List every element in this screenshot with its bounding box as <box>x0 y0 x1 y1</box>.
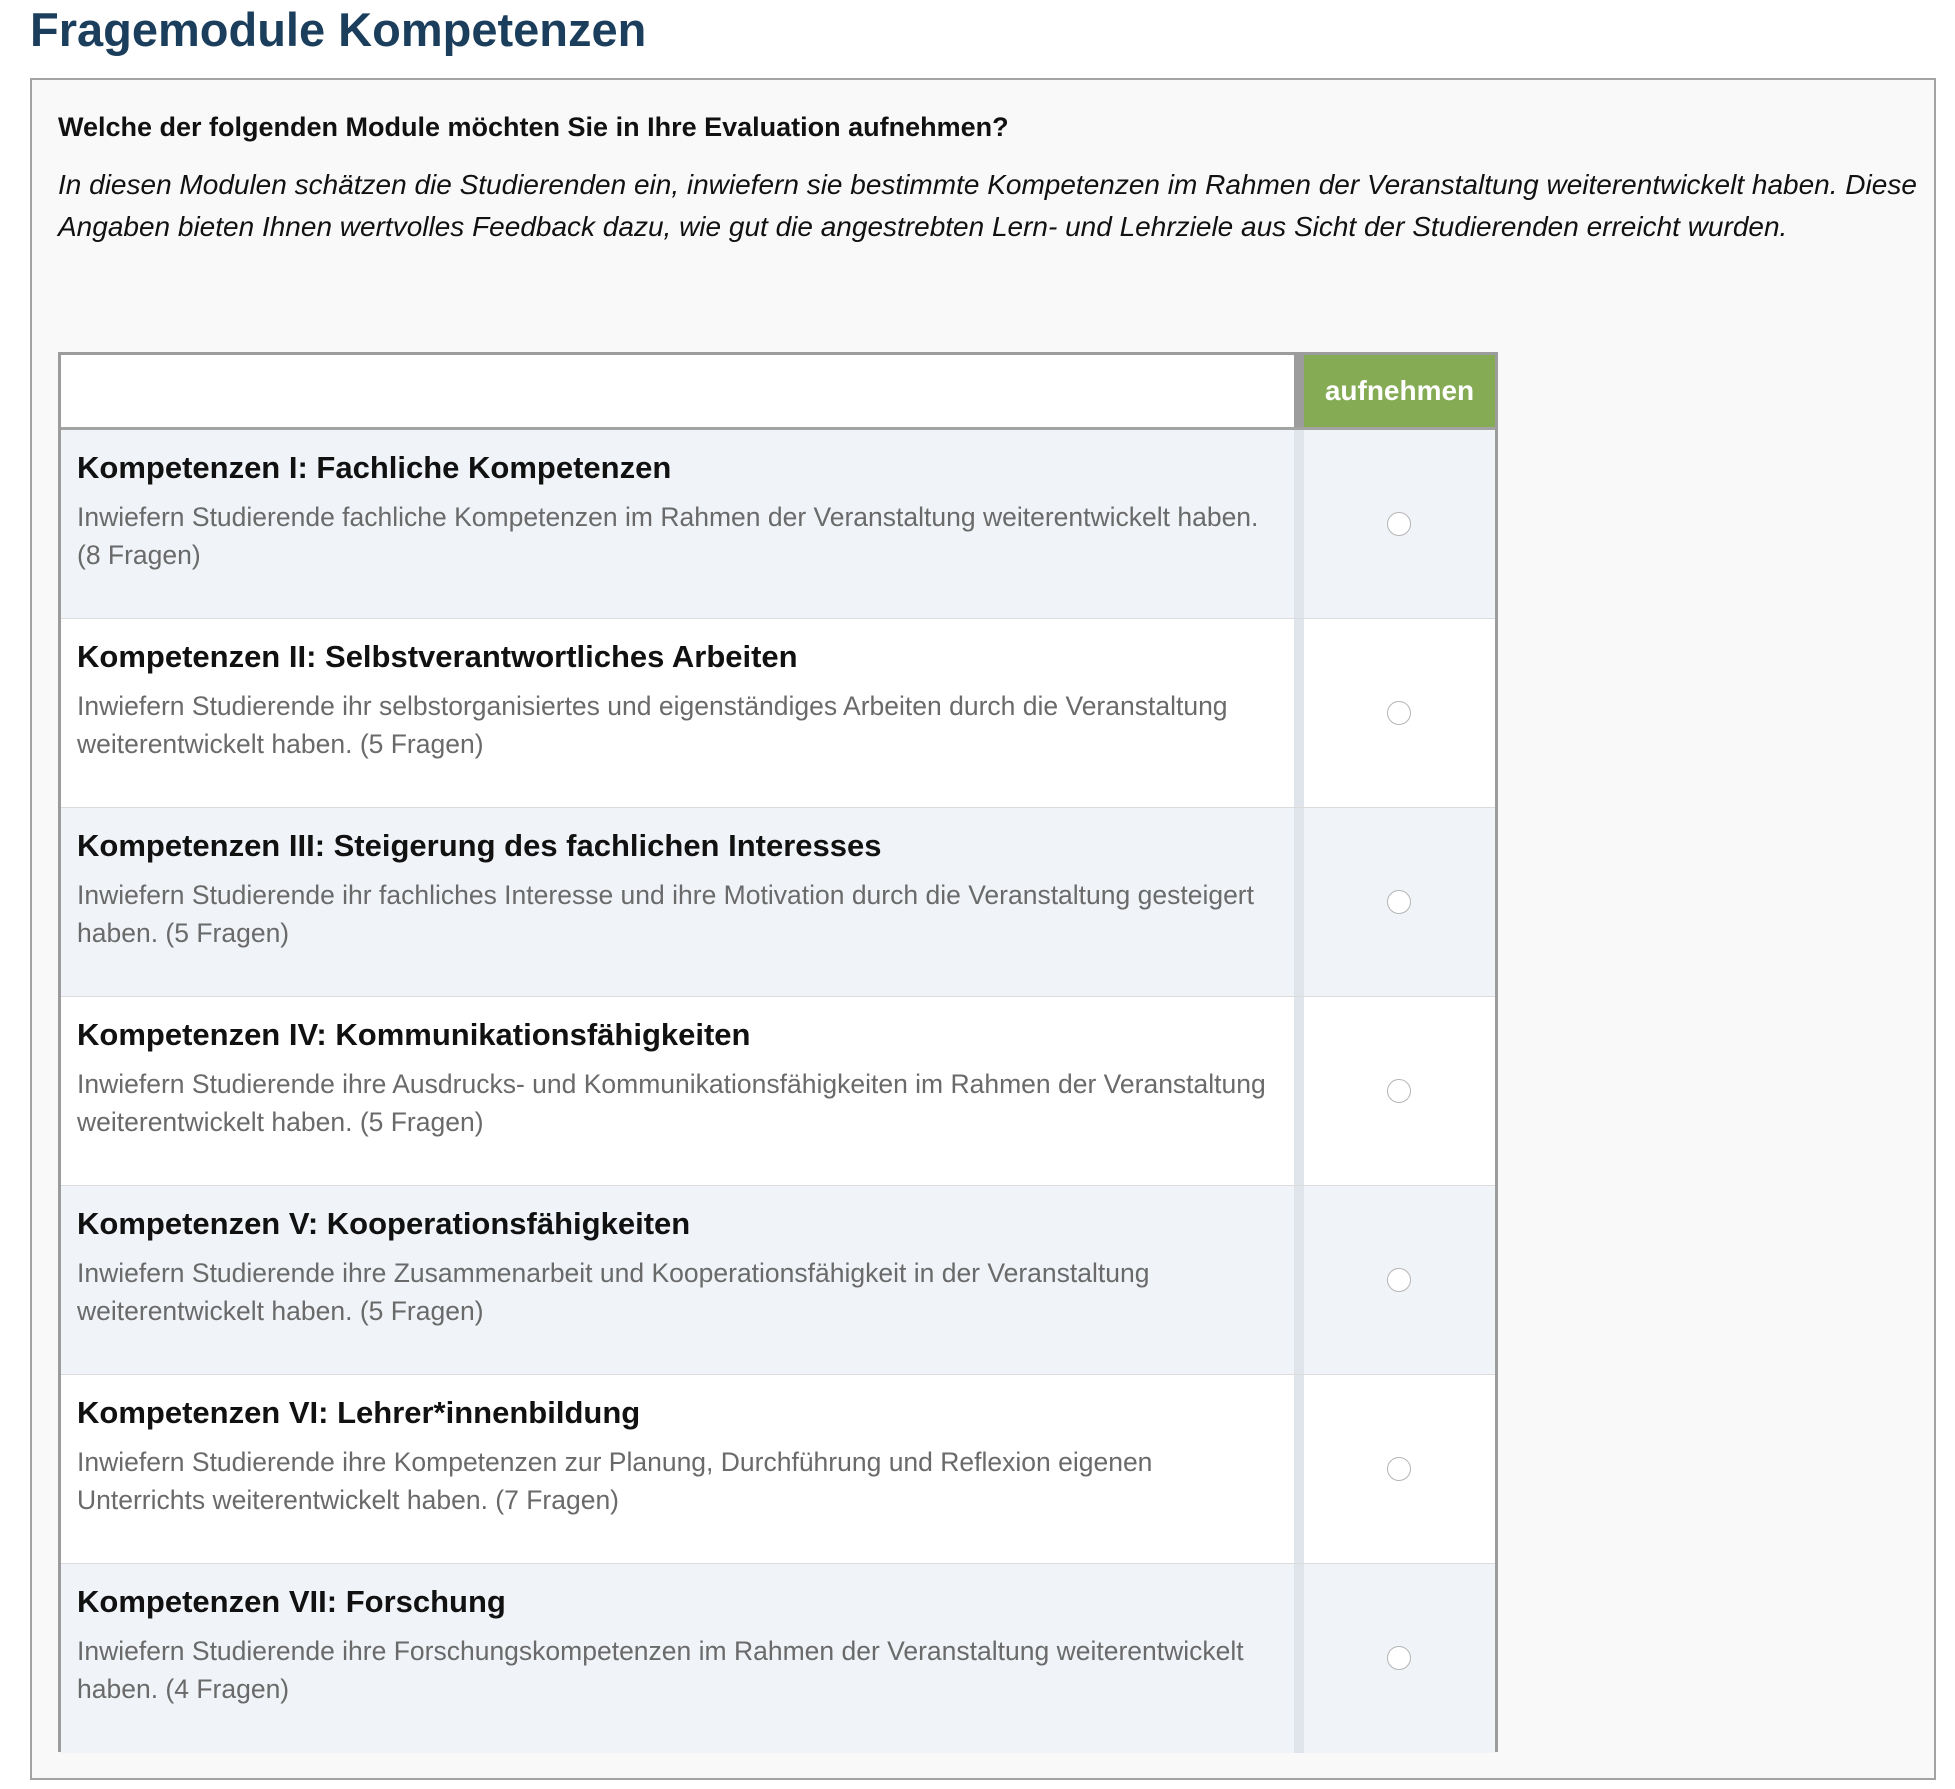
module-description: Inwiefern Studierende ihre Kompetenzen zur Planung, Durchführung und Reflexion eigenen Unterrichts weiterentwickelt haben. (7 Fragen) <box>77 1447 1153 1515</box>
module-description: Inwiefern Studierende ihr fachliches Interesse und ihre Motivation durch die Veranstaltung gesteigert haben. (5 Fragen) <box>77 880 1254 948</box>
module-row-2 <box>61 619 1495 808</box>
module-description: Inwiefern Studierende ihre Ausdrucks- und Kommunikationsfähigkeiten im Rahmen der Veranstaltung weiterentwickelt haben. (5 Fragen) <box>77 1069 1266 1137</box>
include-radio[interactable] <box>1387 890 1411 914</box>
include-radio[interactable] <box>1387 1646 1411 1670</box>
module-description: Inwiefern Studierende ihr selbstorganisiertes und eigenständiges Arbeiten durch die Veranstaltung weiterentwickelt haben. (5 Fragen) <box>77 691 1228 759</box>
row-divider <box>1294 808 1304 996</box>
module-title: Kompetenzen II: Selbstverantwortliches Arbeiten <box>77 639 798 674</box>
row-divider <box>1294 1186 1304 1374</box>
include-radio[interactable] <box>1387 1457 1411 1481</box>
module-title: Kompetenzen VII: Forschung <box>77 1584 506 1619</box>
question-text: Welche der folgenden Module möchten Sie in Ihre Evaluation aufnehmen? <box>58 112 1009 142</box>
column-header-aufnehmen: aufnehmen <box>1304 355 1495 427</box>
include-radio[interactable] <box>1387 1079 1411 1103</box>
module-description: Inwiefern Studierende ihre Zusammenarbeit und Kooperationsfähigkeit in der Veranstaltung weiterentwickelt haben. (5 Fragen) <box>77 1258 1150 1326</box>
module-row-6 <box>61 1375 1495 1564</box>
include-radio[interactable] <box>1387 512 1411 536</box>
row-divider <box>1294 1564 1304 1753</box>
module-title: Kompetenzen III: Steigerung des fachlichen Interesses <box>77 828 882 863</box>
row-divider <box>1294 430 1304 618</box>
row-divider <box>1294 1375 1304 1563</box>
module-row-3 <box>61 808 1495 997</box>
include-radio[interactable] <box>1387 1268 1411 1292</box>
page-title: Fragemodule Kompetenzen <box>30 3 647 56</box>
module-title: Kompetenzen VI: Lehrer*innenbildung <box>77 1395 641 1430</box>
include-radio[interactable] <box>1387 701 1411 725</box>
module-row-7 <box>61 1564 1495 1753</box>
module-description: Inwiefern Studierende ihre Forschungskompetenzen im Rahmen der Veranstaltung weiterentwickelt haben. (4 Fragen) <box>77 1636 1244 1704</box>
module-table <box>58 352 1498 1752</box>
intro-text: In diesen Modulen schätzen die Studierenden ein, inwiefern sie bestimmte Kompetenzen im Rahmen der Veranstaltung weiterentwickelt haben. Diese Angaben bieten Ihnen wertvolles Feedback dazu, wie gut die angestrebten Lern- und Lehrziele aus Sicht der Studierenden erreicht wurden. <box>58 169 1917 242</box>
row-divider <box>1294 997 1304 1185</box>
row-divider <box>1294 619 1304 807</box>
module-row-4 <box>61 997 1495 1186</box>
module-title: Kompetenzen IV: Kommunikationsfähigkeiten <box>77 1017 751 1052</box>
header-divider <box>1294 355 1304 427</box>
module-row-5 <box>61 1186 1495 1375</box>
module-description: Inwiefern Studierende fachliche Kompetenzen im Rahmen der Veranstaltung weiterentwickelt haben. (8 Fragen) <box>77 502 1259 570</box>
question-panel <box>30 78 1936 1780</box>
table-header <box>61 355 1495 430</box>
module-title: Kompetenzen I: Fachliche Kompetenzen <box>77 450 672 485</box>
module-title: Kompetenzen V: Kooperationsfähigkeiten <box>77 1206 691 1241</box>
module-row-1 <box>61 430 1495 619</box>
